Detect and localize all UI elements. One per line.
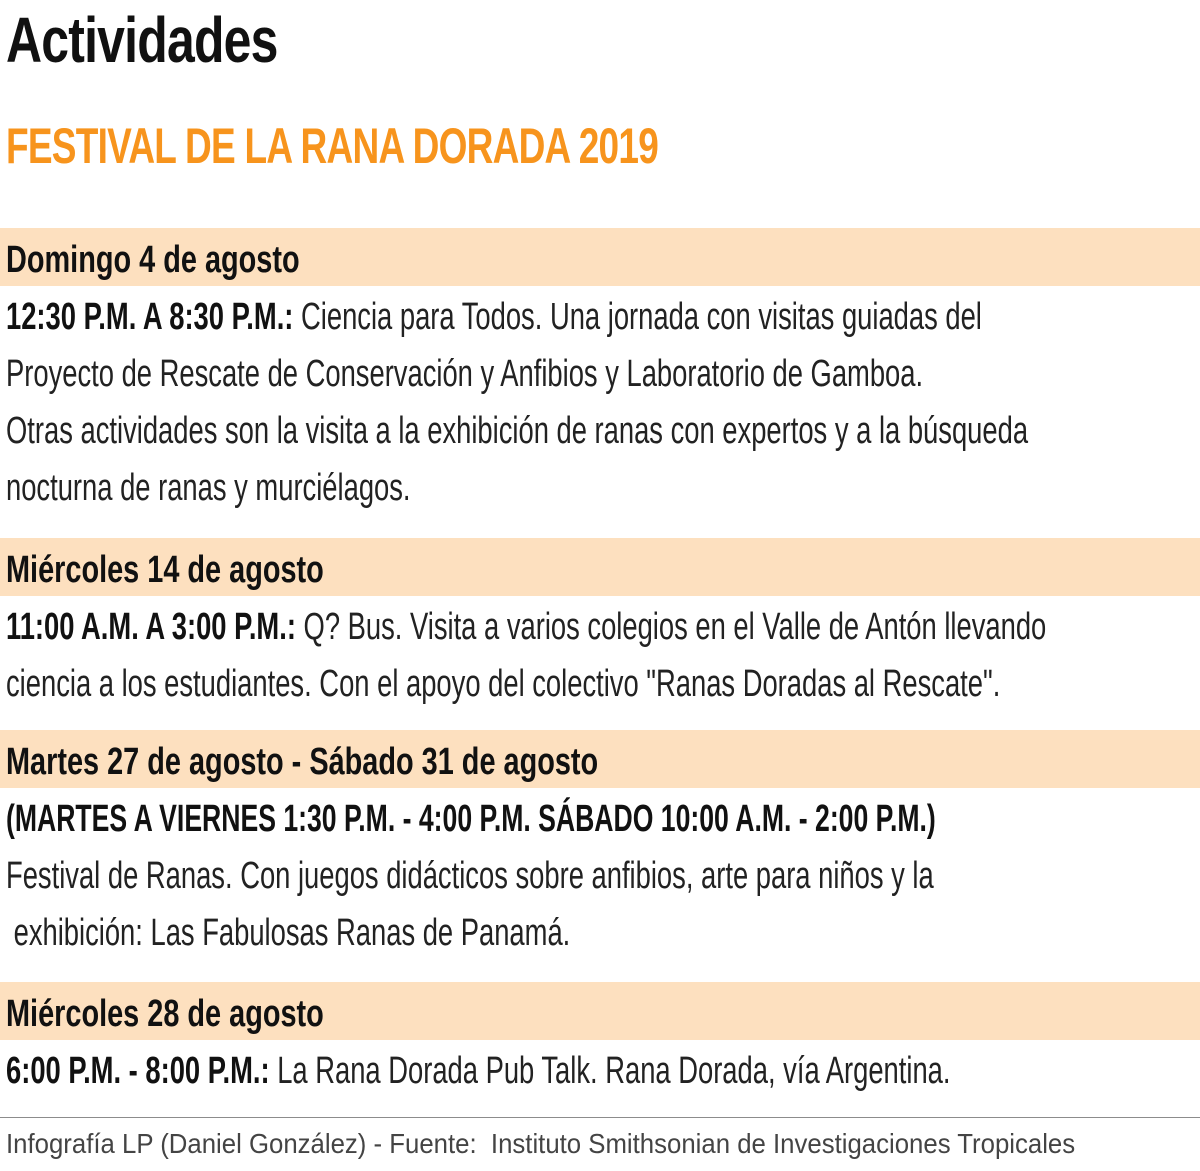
event-4-desc-1: La Rana Dorada Pub Talk. Rana Dorada, vía Argentina. (269, 1050, 951, 1092)
festival-subtitle-text: FESTIVAL DE LA RANA DORADA 2019 (6, 118, 659, 174)
event-1-time: 12:30 P.M. A 8:30 P.M.: (6, 296, 294, 338)
page-title-text: Actividades (6, 4, 278, 76)
event-2-time: 11:00 A.M. A 3:00 P.M.: (6, 606, 296, 648)
event-2-line-2: ciencia a los estudiantes. Con el apoyo del colectivo "Ranas Doradas al Rescate". (6, 663, 1001, 705)
footer-divider (0, 1117, 1200, 1118)
event-1-line-1 (6, 295, 1200, 339)
event-4-line-1 (6, 1049, 1200, 1093)
source-credit: Infografía LP (Daniel González) - Fuente: Instituto Smithsonian de Investigaciones Tropicales (6, 1128, 1076, 1159)
event-4-time: 6:00 P.M. - 8:00 P.M.: (6, 1050, 270, 1092)
page-title (6, 4, 354, 76)
event-2-desc-1: Q? Bus. Visita a varios colegios en el Valle de Antón llevando (295, 606, 1047, 648)
event-1-date: Domingo 4 de agosto (6, 239, 300, 281)
event-3-time: (MARTES A VIERNES 1:30 P.M. - 4:00 P.M. SÁBADO 10:00 A.M. - 2:00 P.M.) (6, 798, 936, 840)
event-1-line-4: nocturna de ranas y murciélagos. (6, 467, 411, 509)
event-2-date: Miércoles 14 de agosto (6, 549, 324, 591)
event-2-line-1 (6, 605, 1200, 649)
event-1-desc-1: Ciencia para Todos. Una jornada con visitas guiadas del (293, 296, 982, 338)
event-4-date: Miércoles 28 de agosto (6, 993, 324, 1035)
event-3-line-2: exhibición: Las Fabulosas Ranas de Panamá. (6, 912, 571, 954)
event-3-line-1: Festival de Ranas. Con juegos didácticos sobre anfibios, arte para niños y la (6, 855, 934, 897)
event-3-date: Martes 27 de agosto - Sábado 31 de agosto (6, 741, 599, 783)
festival-subtitle (6, 118, 887, 174)
event-1-line-3: Otras actividades son la visita a la exhibición de ranas con expertos y a la búsqueda (6, 410, 1029, 452)
event-1-line-2: Proyecto de Rescate de Conservación y Anfibios y Laboratorio de Gamboa. (6, 353, 924, 395)
